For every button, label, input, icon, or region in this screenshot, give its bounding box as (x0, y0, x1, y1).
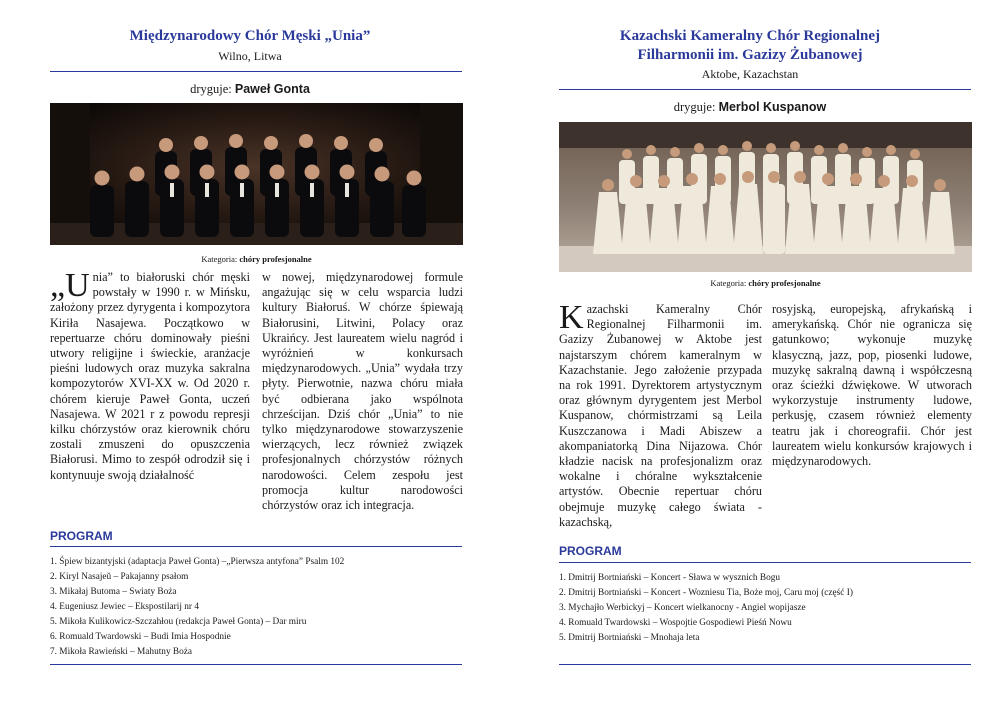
divider (559, 89, 971, 90)
body-column-1 (50, 267, 250, 483)
category-prefix: Kategoria: (710, 278, 749, 288)
body-column-1 (559, 299, 762, 530)
program-item: 2. Kiryl Nasajeŭ – Pakajanny psałom (50, 572, 189, 582)
program-item: 1. Dmitrij Bortniański – Koncert - Sława w wysznich Bogu (559, 573, 781, 583)
program-item: 4. Romuald Twardowski – Wospojtie Gospodiewi Pieśń Nowu (559, 618, 792, 628)
conductor-line (500, 100, 1000, 115)
program-item: 5. Dmitrij Bortniański – Mnohaja leta (559, 633, 700, 643)
choir-title-line-2: Filharmonii im. Gazizy Żubanowej (637, 47, 863, 63)
category-prefix: Kategoria: (201, 254, 240, 264)
program-item: 6. Romuald Twardowski – Budi Imia Hospodnie (50, 632, 231, 642)
conductor-line (0, 82, 500, 97)
right-page (500, 0, 1000, 707)
body-text-1: azachski Kameralny Chór Regionalnej Filharmonii im. Gazizy Żubanowej w Aktobe jest najstarszym chórem kameralnym w Kazachstanie. Jego założenie przypada na rok 1991. Dyrektorem artystycznym oraz głównym dyrygentem jest Merbol Kuspanow, chórmistrzami są Leila Kuszczanowa i Madi Abiszew a akompaniatorką Dina Nijazowa. Chór kładzie nacisk na profesjonalizm oraz wokalne i chóralne wykształcenie artystów. Obecnie repertuar chóru obejmuje muzykę całego świata - kazachską, (559, 302, 762, 529)
divider (50, 664, 462, 665)
program-item: 2. Dmitrij Bortniański – Koncert - Wozniesu Tia, Boże moj, Caru moj (część I) (559, 588, 853, 598)
program-list (50, 555, 344, 660)
conductor-prefix: dryguje: (673, 100, 719, 114)
choir-location: Aktobe, Kazachstan (701, 67, 799, 81)
choir-title (500, 27, 1000, 65)
program-item: 5. Mikoła Kulikowicz-Szczahłou (redakcja Paweł Gonta) – Dar miru (50, 617, 307, 627)
divider (50, 71, 462, 72)
choir-title: Międzynarodowy Chór Męski „Unia” (129, 28, 371, 44)
drop-cap: „U (50, 267, 90, 304)
body-column-2 (262, 270, 463, 513)
divider (50, 546, 462, 547)
category-line (559, 278, 972, 288)
drop-cap: K (559, 299, 584, 336)
conductor-name: Paweł Gonta (234, 82, 310, 96)
choir-location: Wilno, Litwa (218, 49, 282, 63)
body-text-2: rosyjską, europejską, afrykańską i amerykańską. Chór nie ogranicza się gatunkowo; wykonuje muzykę klasyczną, jazz, pop, piosenki ludowe, muzykę sakralną dawną i współczesną oraz ścieżki dźwiękowe. W utworach wykorzystuje instrumenty ludowe, perkusję, czasem również elementy teatru jak i choreografii. Chór jest laureatem wielu konkursów krajowych i międzynarodowych. (772, 302, 972, 469)
divider (559, 664, 971, 665)
conductor-prefix: dryguje: (190, 82, 235, 96)
category-value: chóry profesjonalne (748, 278, 821, 288)
choir-photo (50, 103, 463, 245)
program-heading: PROGRAM (50, 529, 113, 543)
body-text-1: nia” to białoruski chór męski powstały w 1990 r. w Mińsku, założony przez dyrygenta i kompozytora Kiriła Nasajewa. Początkowo w repertuarze chóru dominowały pieśni utwory religijne i świeckie, aranżacje pieśni ludowych oraz muzyka sakralna kompozytorów XVI-XX w. Od 2020 r. chórem kieruje Paweł Gonta, uczeń Nasajewa. W 2021 r z powodu represji kilku chórzystów oraz kierownik chóru zostali zmuszeni do opuszczenia Białorusi. Mimo to zespół odrodził się i kontynuuje swoją działalność (50, 270, 250, 482)
body-column-2 (772, 302, 972, 469)
program-list (559, 571, 853, 646)
program-item: 3. Mychajło Werbickyj – Koncert wielkanocny - Angiel wopijasze (559, 603, 806, 613)
program-item: 3. Mikałaj Butoma – Swiaty Boża (50, 587, 177, 597)
choir-photo (559, 122, 972, 272)
program-heading: PROGRAM (559, 544, 622, 558)
divider (559, 562, 971, 563)
category-value: chóry profesjonalne (239, 254, 312, 264)
conductor-name: Merbol Kuspanow (718, 100, 827, 114)
choir-title-line-1: Kazachski Kameralny Chór Regionalnej (619, 28, 881, 44)
category-line (50, 254, 463, 264)
program-item: 4. Eugeniusz Jewiec – Ekspostilarij nr 4 (50, 602, 199, 612)
body-text-2: w nowej, międzynarodowej formule angażując się w celu wsparcia ludzi kultury Białoruś. W chórze śpiewają Białorusini, Litwini, Polacy oraz Ukraińcy. Jest laureatem wielu nagród i wyróżnień w konkursach międzynarodowych. „Unia” wydała trzy płyty. Pierwotnie, nazwa chóru miała być odbierana jako wspólnota chrześcijan. Dziś chór „Unia” to nie tylko międzynarodowe stowarzyszenie wierzących, lecz również związek profesjonalnych chórzystów różnych narodowości. Celem zespołu jest promocja kultur narodowości chórzystów oraz ich integracja. (262, 270, 463, 513)
program-item: 7. Mikoła Rawieński – Mahutny Boża (50, 647, 193, 657)
program-item: 1. Śpiew bizantyjski (adaptacja Paweł Gonta) –„Pierwsza antyfona” Psalm 102 (50, 557, 345, 567)
